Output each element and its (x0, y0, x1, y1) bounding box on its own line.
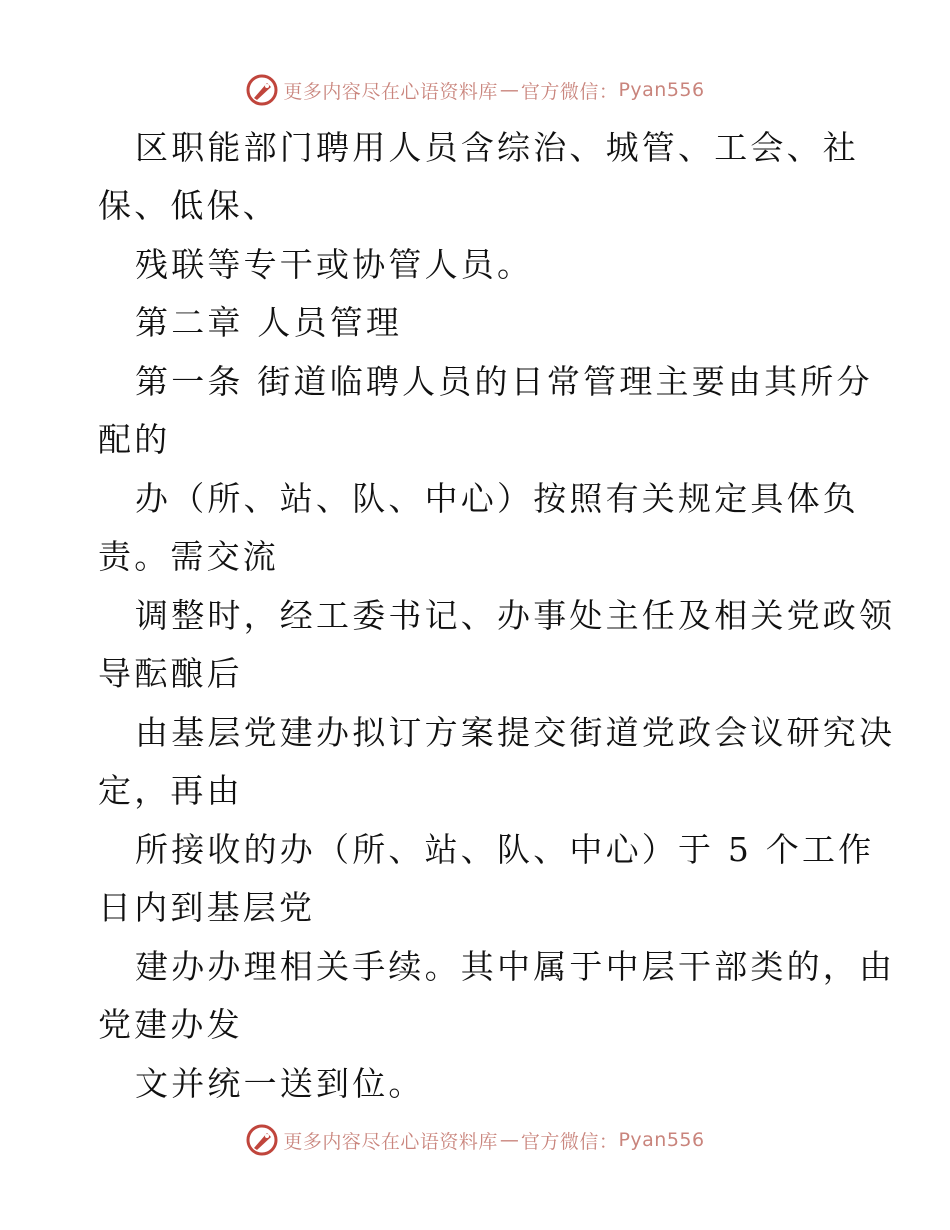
watermark-separator: — (499, 79, 519, 101)
body-line: 文并统一送到位。 (135, 1064, 425, 1103)
body-line: 导酝酿后 (98, 654, 243, 693)
watermark-wechat-label: 官方微信： (520, 1130, 619, 1153)
article-heading-line: 第一条 街道临聘人员的日常管理主要由其所分 (135, 362, 873, 401)
watermark-wechat-id: Pyan556 (618, 79, 705, 101)
body-line: 所接收的办（所、站、队、中心）于 5 个工作 (135, 830, 875, 869)
watermark-wechat-label: 官方微信： (520, 80, 619, 103)
body-line: 日内到基层党 (98, 888, 316, 927)
body-line: 残联等专干或协管人员。 (135, 245, 534, 284)
body-line: 调整时，经工委书记、办事处主任及相关党政领 (135, 596, 896, 635)
body-line: 定，再由 (98, 771, 243, 810)
body-line: 责。需交流 (98, 537, 279, 576)
body-line: 办（所、站、队、中心）按照有关规定具体负 (135, 479, 859, 518)
watermark-text: 更多内容尽在心语资料库 (283, 80, 498, 103)
body-line: 配的 (98, 420, 171, 459)
body-line: 由基层党建办拟订方案提交街道党政会议研究决 (135, 713, 896, 752)
body-line: 党建办发 (98, 1005, 243, 1044)
chapter-heading: 第二章 人员管理 (135, 303, 403, 342)
body-line: 区职能部门聘用人员含综治、城管、工会、社 (135, 128, 859, 167)
watermark-text: 更多内容尽在心语资料库 (283, 1130, 498, 1153)
watermark-wechat-id: Pyan556 (618, 1129, 705, 1151)
footer-watermark (0, 1120, 950, 1160)
pen-nib-logo-icon (245, 1123, 279, 1157)
body-line: 建办办理相关手续。其中属于中层干部类的，由 (135, 947, 896, 986)
body-line: 保、低保、 (98, 186, 279, 225)
watermark-separator: — (499, 1129, 519, 1151)
